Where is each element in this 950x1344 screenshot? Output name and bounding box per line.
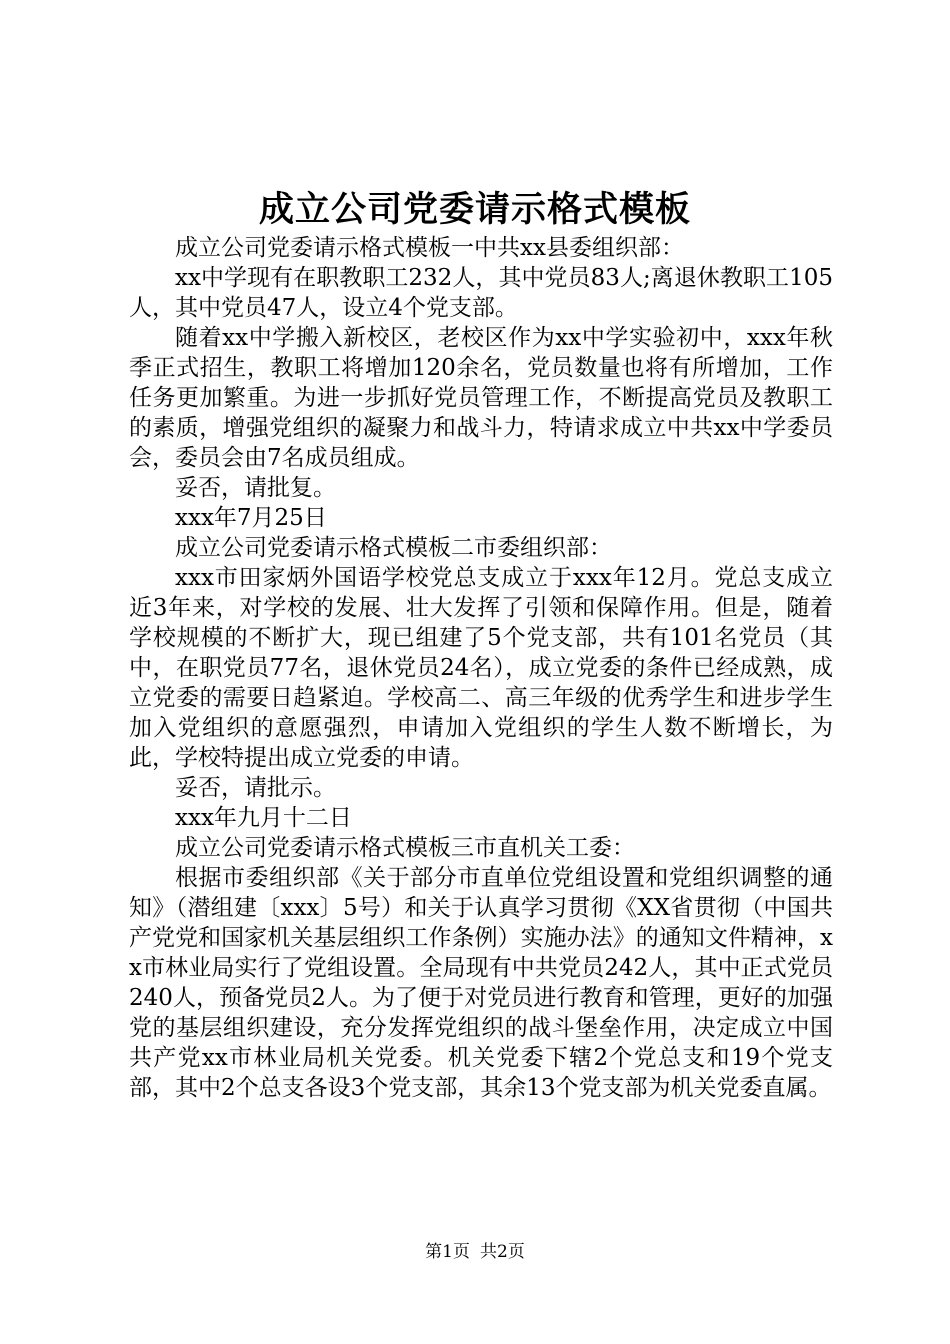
paragraph: 根据市委组织部《关于部分市直单位党组设置和党组织调整的通知》（潜组建〔xxx〕5号）和关于认真学习贯彻《XX省贯彻（中国共产党党和国家机关基层组织工作条例）实施办法》的通知文件精神，xx市林业局实行了党组设置。全局现有中共党员242人，其中正式党员240人，预备党员2人。为了便于对党员进行教育和管理，更好的加强党的基层组织建设，充分发挥党组织的战斗堡垒作用，决定成立中国共产党xx市林业局机关党委。机关党委下辖2个党总支和19个党支部，其中2个总支各设3个党支部，其余13个党支部为机关党委直属。 — [129, 865, 833, 1101]
paragraph-closing: 妥否，请批示。 — [175, 775, 336, 801]
page-number-current: 第1页 — [425, 1242, 470, 1262]
paragraph-heading-2: 成立公司党委请示格式模板二市委组织部： — [175, 535, 612, 561]
page-footer — [0, 1240, 950, 1264]
paragraph-closing: 妥否，请批复。 — [175, 475, 336, 501]
paragraph-date: xxx年7月25日 — [175, 505, 327, 531]
page-number-total: 共2页 — [480, 1242, 525, 1262]
document-title: 成立公司党委请示格式模板 — [258, 189, 691, 230]
paragraph: xxx市田家炳外国语学校党总支成立于xxx年12月。党总支成立近3年来，对学校的发展、壮大发挥了引领和保障作用。但是，随着学校规模的不断扩大，现已组建了5个党支部，共有101名党员（其中，在职党员77名，退休党员24名），成立党委的条件已经成熟，成立党委的需要日趋紧迫。学校高二、高三年级的优秀学生和进步学生加入党组织的意愿强烈，申请加入党组织的学生人数不断增长，为此，学校特提出成立党委的申请。 — [129, 565, 833, 771]
paragraph-date: xxx年九月十二日 — [175, 805, 352, 831]
document-body — [129, 233, 833, 1103]
paragraph: xx中学现有在职教职工232人，其中党员83人;离退休教职工105人，其中党员47人，设立4个党支部。 — [129, 265, 833, 321]
paragraph-heading-3: 成立公司党委请示格式模板三市直机关工委： — [175, 835, 635, 861]
paragraph-heading-1: 成立公司党委请示格式模板一中共xx县委组织部： — [175, 235, 684, 261]
paragraph: 随着xx中学搬入新校区，老校区作为xx中学实验初中，xxx年秋季正式招生，教职工将增加120余名，党员数量也将有所增加，工作任务更加繁重。为进一步抓好党员管理工作，不断提高党员及教职工的素质，增强党组织的凝聚力和战斗力，特请求成立中共xx中学委员会，委员会由7名成员组成。 — [129, 325, 833, 471]
